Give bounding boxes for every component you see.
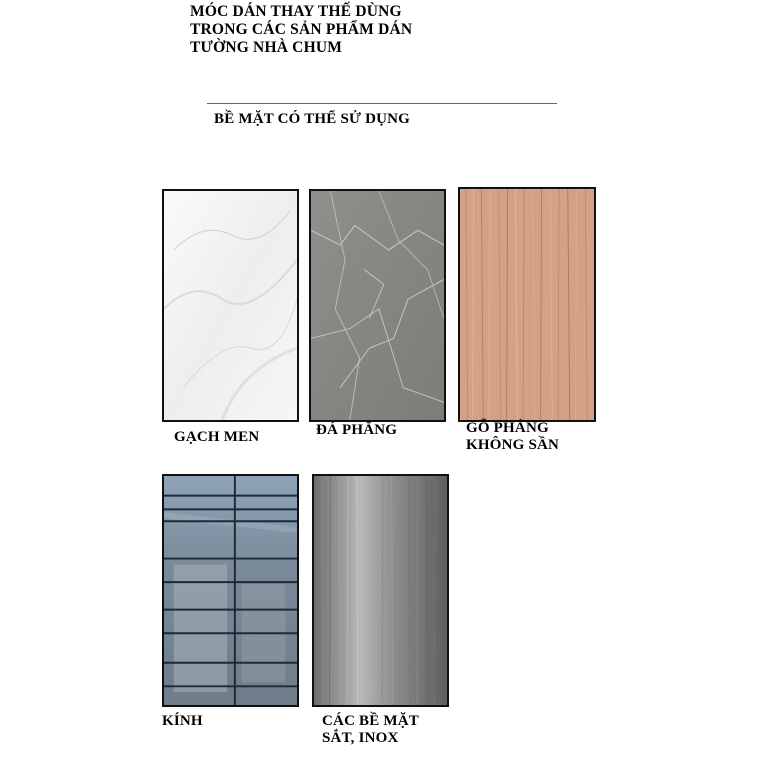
title-line: TƯỜNG NHÀ CHUM — [190, 39, 343, 56]
flat-stone-swatch — [309, 189, 446, 422]
surface-label: ĐÁ PHẲNG — [316, 422, 398, 438]
surface-label: GỖ PHẲNG KHÔNG SẦN — [466, 420, 560, 453]
surface-label: KÍNH — [162, 713, 203, 729]
surface-label: GẠCH MEN — [174, 429, 260, 445]
page-title — [190, 3, 412, 57]
ceramic-tile-swatch — [162, 189, 299, 422]
title-line: MÓC DÁN THAY THẾ DÙNG — [190, 3, 402, 20]
title-line: TRONG CÁC SẢN PHẨM DÁN — [190, 21, 413, 38]
divider — [207, 103, 557, 104]
section-subtitle: BỀ MẶT CÓ THỂ SỬ DỤNG — [214, 111, 411, 127]
steel-inox-swatch — [312, 474, 449, 707]
glass-swatch — [162, 474, 299, 707]
flat-wood-swatch — [458, 187, 596, 422]
surface-label: CÁC BỀ MẶT SẮT, INOX — [322, 713, 420, 746]
